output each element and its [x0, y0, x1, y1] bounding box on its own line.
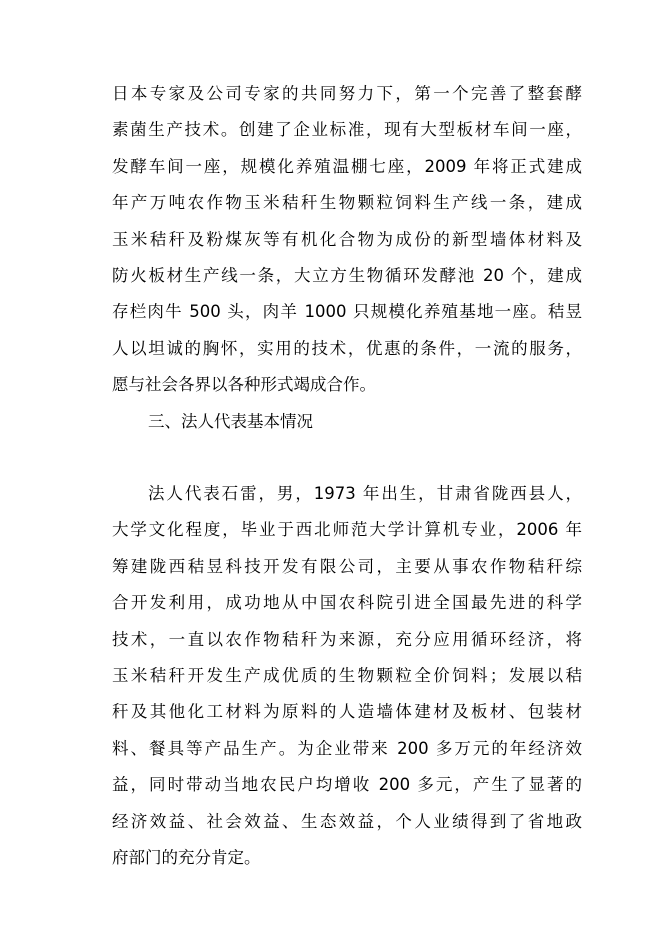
paragraph-line: 经济效益、社会效益、生态效益，个人业绩得到了省地政 — [112, 811, 582, 831]
paragraph-line: 筹建陇西秸昱科技开发有限公司，主要从事农作物秸秆综 — [112, 556, 582, 576]
section-heading-text: 三、法人代表基本情况 — [148, 412, 313, 431]
paragraph-line: 技术，一直以农作物秸秆为来源，充分应用循环经济，将 — [112, 629, 582, 649]
section-heading — [112, 404, 582, 440]
paragraph-line: 发酵车间一座，规模化养殖温棚七座，2009 年将正式建成 — [112, 156, 582, 176]
paragraph-line: 益，同时带动当地农民户均增收 200 多元，产生了显著的 — [112, 775, 582, 795]
paragraph-line: 玉米秸秆及粉煤灰等有机化合物为成份的新型墙体材料及 — [112, 229, 582, 249]
paragraph-line: 愿与社会各界以各种形式竭成合作。 — [112, 375, 376, 395]
paragraph-line: 府部门的充分肯定。 — [112, 847, 261, 867]
paragraph-legal-representative — [112, 476, 582, 876]
paragraph-line: 素菌生产技术。创建了企业标准，现有大型板材车间一座， — [112, 120, 582, 140]
paragraph-line: 大学文化程度，毕业于西北师范大学计算机专业，2006 年 — [112, 520, 582, 540]
paragraph-line: 玉米秸秆开发生产成优质的生物颗粒全价饲料；发展以秸 — [112, 665, 582, 685]
paragraph-line: 法人代表石雷，男，1973 年出生，甘肃省陇西县人， — [148, 484, 582, 503]
paragraph-line: 秆及其他化工材料为原料的人造墙体建材及板材、包装材 — [112, 702, 582, 722]
paragraph-line: 料、餐具等产品生产。为企业带来 200 多万元的年经济效 — [112, 738, 582, 758]
paragraph-line: 人以坦诚的胸怀，实用的技术，优惠的条件，一流的服务， — [112, 338, 582, 358]
paragraph-line: 存栏肉牛 500 头，肉羊 1000 只规模化养殖基地一座。秸昱 — [112, 302, 582, 322]
paragraph-line: 年产万吨农作物玉米秸秆生物颗粒饲料生产线一条，建成 — [112, 193, 582, 213]
paragraph-line: 合开发利用，成功地从中国农科院引进全国最先进的科学 — [112, 593, 582, 613]
paragraph-company-intro — [112, 76, 582, 404]
paragraph-line: 防火板材生产线一条，大立方生物循环发酵池 20 个，建成 — [112, 265, 582, 285]
paragraph-line: 日本专家及公司专家的共同努力下，第一个完善了整套酵 — [112, 84, 582, 103]
